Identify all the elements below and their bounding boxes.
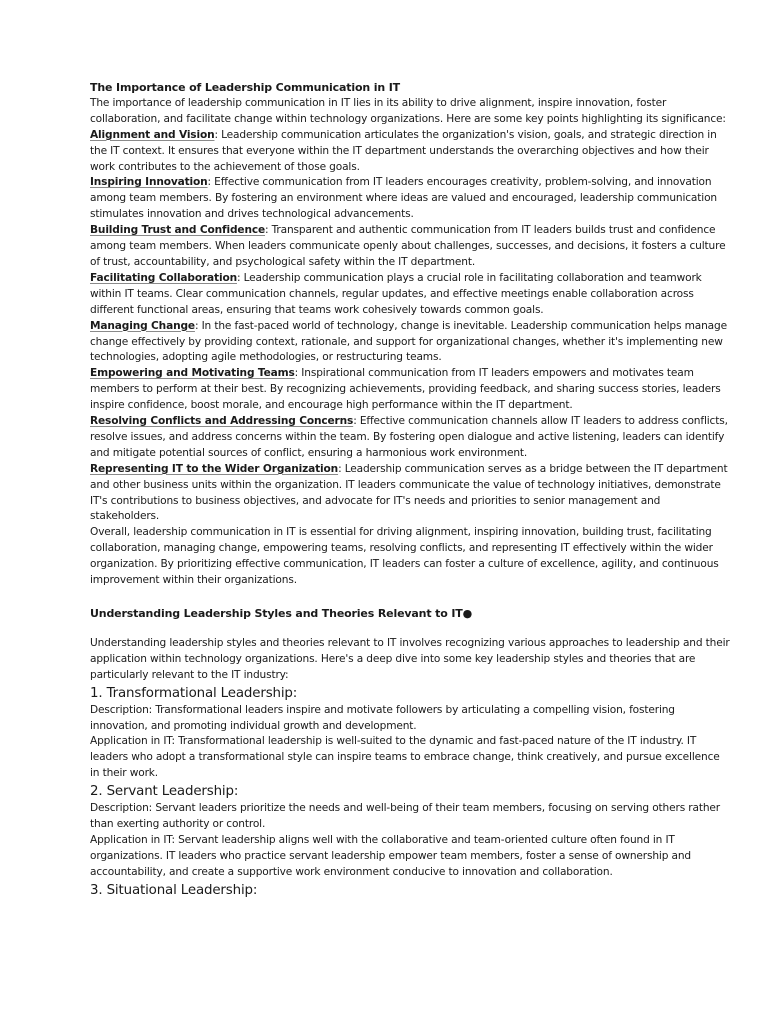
key-point-term: Inspiring Innovation bbox=[90, 176, 208, 189]
key-point bbox=[90, 366, 730, 414]
key-point bbox=[90, 175, 730, 223]
intro-paragraph: The importance of leadership communication in IT lies in its ability to drive alignment, inspire innovation, foster collaboration, and facilitate change within technology organizations. Here are some key points highlighting its significance: bbox=[90, 96, 726, 125]
key-point bbox=[90, 319, 730, 367]
style-heading: 3. Situational Leadership: bbox=[90, 882, 258, 898]
key-point-term: Alignment and Vision bbox=[90, 128, 215, 141]
key-point-text: : In the fast-paced world of technology, change is inevitable. Leadership communication helps manage change effectively by providing context, rationale, and support for organizational changes, whether it's implementing new technologies, adopting agile methodologies, or restructuring teams. bbox=[90, 319, 727, 364]
style-description: Description: Transformational leaders inspire and motivate followers by articulating a compelling vision, fostering innovation, and promoting individual growth and development. bbox=[90, 703, 675, 732]
key-point bbox=[90, 414, 730, 462]
key-point-text: : Effective communication channels allow IT leaders to address conflicts, resolve issues, and address concerns within the team. By fostering open dialogue and active listening, leaders can identify and mitigate potential sources of conflict, ensuring a harmonious work environment. bbox=[90, 415, 728, 459]
key-point bbox=[90, 462, 730, 526]
key-point-text: : Transparent and authentic communication from IT leaders builds trust and confidence among team members. When leaders communicate openly about challenges, successes, and decisions, it fosters a culture of trust, accountability, and psychological safety within the IT department. bbox=[90, 224, 726, 268]
key-point-term: Resolving Conflicts and Addressing Concerns bbox=[90, 415, 354, 428]
style-heading: 2. Servant Leadership: bbox=[90, 784, 239, 800]
key-point bbox=[90, 128, 730, 176]
style-heading: 1. Transformational Leadership: bbox=[90, 685, 298, 701]
key-point-text: : Leadership communication plays a crucial role in facilitating collaboration and teamwork within IT teams. Clear communication channels, regular updates, and effective meetings enable collaboration across different functional areas, ensuring that teams work cohesively towards common goals. bbox=[90, 271, 702, 316]
style-application: Application in IT: Transformational leadership is well-suited to the dynamic and fast-paced nature of the IT industry. IT leaders who adopt a transformational style can inspire teams to embrace change, think creatively, and pursue excellence in their work. bbox=[90, 735, 720, 780]
key-point-text: : Leadership communication articulates the organization's vision, goals, and strategic direction in the IT context. It ensures that everyone within the IT department understands the overarching objectives and how their work contributes to the achievement of those goals. bbox=[90, 128, 717, 173]
style-application: Application in IT: Servant leadership aligns well with the collaborative and team-oriented culture often found in IT organizations. IT leaders who practice servant leadership empower team members, foster a sense of ownership and accountability, and create a supportive work environment conducive to innovation and collaboration. bbox=[90, 833, 691, 878]
key-point-text: : Effective communication from IT leaders encourages creativity, problem-solving, and innovation among team members. By fostering an environment where ideas are valued and encouraged, leadership communication stimulates innovation and drives technological advancements. bbox=[90, 176, 717, 221]
document-page bbox=[90, 80, 730, 900]
intro-paragraph: Understanding leadership styles and theories relevant to IT involves recognizing various approaches to leadership and their application within technology organizations. Here's a deep dive into some key leadership styles and theories that are particularly relevant to the IT industry: bbox=[90, 636, 730, 681]
style-description: Description: Servant leaders prioritize the needs and well-being of their team members, focusing on serving others rather than exerting authority or control. bbox=[90, 802, 720, 831]
key-point-term: Managing Change bbox=[90, 319, 195, 332]
section-title: The Importance of Leadership Communication in IT bbox=[90, 81, 401, 94]
key-point-term: Representing IT to the Wider Organization bbox=[90, 462, 339, 475]
key-point bbox=[90, 223, 730, 271]
key-point-term: Facilitating Collaboration bbox=[90, 271, 237, 284]
section-title: Understanding Leadership Styles and Theories Relevant to IT● bbox=[90, 607, 473, 620]
key-point-text: : Leadership communication serves as a bridge between the IT department and other business units within the organization. IT leaders communicate the value of technology initiatives, demonstrate IT's contributions to business objectives, and advocate for IT's needs and priorities to senior management and stakeholders. bbox=[90, 462, 728, 523]
key-point bbox=[90, 271, 730, 319]
key-point-term: Building Trust and Confidence bbox=[90, 224, 266, 237]
conclusion-paragraph: Overall, leadership communication in IT is essential for driving alignment, inspiring innovation, building trust, facilitating collaboration, managing change, empowering teams, resolving conflicts, and representing IT effectively within the wider organization. By prioritizing effective communication, IT leaders can foster a culture of excellence, agility, and continuous improvement within their organizations. bbox=[90, 526, 719, 587]
key-point-term: Empowering and Motivating Teams bbox=[90, 367, 295, 380]
key-point-text: : Inspirational communication from IT leaders empowers and motivates team members to perform at their best. By recognizing achievements, providing feedback, and sharing success stories, leaders inspire confidence, boost morale, and encourage high performance within the IT department. bbox=[90, 367, 721, 412]
